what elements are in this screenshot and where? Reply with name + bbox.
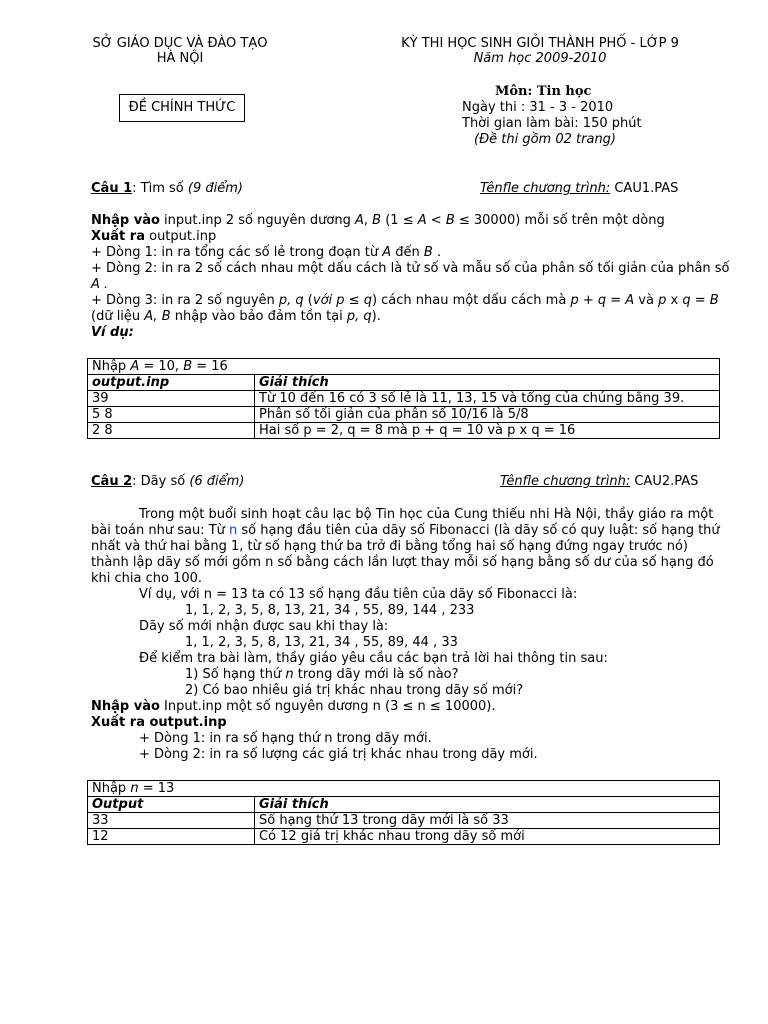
table-row bbox=[88, 423, 720, 439]
q2-output-line1: + Dòng 1: in ra số hạng thứ n trong dãy mới. bbox=[139, 731, 432, 746]
text: bài toán như sau: Từ bbox=[91, 523, 230, 538]
var-b: B bbox=[372, 213, 382, 228]
var-n: n bbox=[229, 523, 238, 538]
q2-para-line1: Trong một buổi sinh hoạt câu lạc bộ Tin học của Cung thiếu nhi Hà Nội, thầy giáo ra một bbox=[139, 507, 714, 522]
q1-line4 bbox=[91, 309, 381, 325]
q2-para-line2 bbox=[91, 523, 720, 539]
table-header-row bbox=[88, 375, 720, 391]
var-b: B bbox=[445, 213, 455, 228]
comma: , bbox=[363, 213, 373, 228]
q2-fibonacci-sequence: 1, 1, 2, 3, 5, 8, 13, 21, 34 , 55, 89, 144 , 233 bbox=[185, 603, 475, 618]
q2-para-line4: thành lập dãy số mới gồm n số bằng cách lần lượt thay mỗi số hạng bằng số dư của số hạng đó bbox=[91, 555, 714, 570]
q2-title: : Dãy số bbox=[132, 474, 190, 489]
q2-question-1 bbox=[185, 667, 459, 683]
school-year: Năm học 2009-2010 bbox=[473, 51, 607, 66]
q1-line1 bbox=[91, 245, 441, 261]
condition: với p ≤ q bbox=[312, 293, 372, 308]
official-exam-label: ĐỀ CHÍNH THỨC bbox=[128, 100, 236, 115]
q1-output-line bbox=[91, 229, 216, 245]
q2-check-line: Để kiểm tra bài làm, thầy giáo yêu cầu các bạn trả lời hai thông tin sau: bbox=[139, 651, 608, 666]
q1-example-table bbox=[87, 358, 720, 439]
text: = 16 bbox=[192, 359, 228, 374]
q2-input-label: Nhập vào bbox=[91, 699, 160, 714]
q2-output-line2: + Dòng 2: in ra số lượng các giá trị khác nhau trong dãy mới. bbox=[139, 747, 538, 762]
q1-line3 bbox=[91, 293, 719, 309]
var-pq: p, q bbox=[346, 309, 372, 324]
q1-input-text: input.inp 2 số nguyên dương bbox=[159, 213, 355, 228]
page-count-note: (Đề thi gồm 02 trang) bbox=[474, 132, 617, 147]
text: = 13 bbox=[138, 781, 175, 796]
text: ). bbox=[371, 309, 381, 324]
q1-filename bbox=[480, 181, 678, 197]
exam-title: KỲ THI HỌC SINH GIỎI THÀNH PHỐ - LỚP 9 bbox=[401, 36, 679, 51]
output-cell: 12 bbox=[88, 829, 255, 845]
table-header-row bbox=[88, 797, 720, 813]
var-p: p bbox=[658, 293, 667, 308]
var-n: n bbox=[130, 781, 139, 796]
var-n: n bbox=[285, 667, 294, 682]
q1-output-text: output.inp bbox=[144, 229, 217, 244]
var-a: A bbox=[382, 245, 392, 260]
explanation-cell: Từ 10 đến 16 có 3 số lẻ là 11, 13, 15 và tổng của chúng bằng 39. bbox=[255, 391, 720, 407]
explanation-cell: Phân số tối giản của phân số 10/16 là 5/8 bbox=[255, 407, 720, 423]
q1-label: Câu 1 bbox=[91, 181, 133, 196]
var-b: B bbox=[183, 359, 193, 374]
q1-heading bbox=[91, 181, 243, 197]
table-row bbox=[88, 359, 720, 375]
q1-line2-cont: A . bbox=[91, 277, 109, 292]
explanation-cell: Có 12 giá trị khác nhau trong dãy số mới bbox=[255, 829, 720, 845]
q1-points: (9 điểm) bbox=[187, 181, 243, 196]
q2-points: (6 điểm) bbox=[189, 474, 245, 489]
text: nhập vào bảo đảm tồn tại bbox=[170, 309, 347, 324]
var-a: A bbox=[417, 213, 427, 228]
text: 1) Số hạng thứ bbox=[185, 667, 286, 682]
table-row bbox=[88, 407, 720, 423]
explanation-cell: Hai số p = 2, q = 8 mà p + q = 10 và p x q = 16 bbox=[255, 423, 720, 439]
text: Nhập bbox=[92, 781, 131, 796]
table-row bbox=[88, 813, 720, 829]
q2-new-sequence: 1, 1, 2, 3, 5, 8, 13, 21, 34 , 55, 89, 44 , 33 bbox=[185, 635, 458, 650]
output-cell: 5 8 bbox=[88, 407, 255, 423]
var-a: A bbox=[130, 359, 140, 374]
q2-file-label: Tênfle chương trình: bbox=[500, 474, 631, 489]
table-row bbox=[88, 391, 720, 407]
column-header: Output bbox=[88, 797, 255, 813]
text: + Dòng 1: in ra tổng các số lẻ trong đoạn từ bbox=[91, 245, 383, 260]
text: số hạng đầu tiên của dãy số Fibonacci (là dãy số có quy luật: số hạng thứ bbox=[237, 523, 720, 538]
table-row bbox=[88, 829, 720, 845]
text: + Dòng 3: in ra 2 số nguyên bbox=[91, 293, 279, 308]
official-exam-box bbox=[119, 94, 245, 122]
q1-file-label: Tênfle chương trình: bbox=[480, 181, 611, 196]
var-b: B bbox=[423, 245, 433, 260]
text: . bbox=[432, 245, 442, 260]
q1-file-name: CAU1.PAS bbox=[610, 181, 679, 196]
column-header: Giải thích bbox=[255, 375, 720, 391]
exam-date: Ngày thi : 31 - 3 - 2010 bbox=[462, 100, 614, 115]
q2-file-name: CAU2.PAS bbox=[630, 474, 699, 489]
q2-new-sequence-line: Dãy số mới nhận được sau khi thay là: bbox=[139, 619, 389, 634]
var-ab: A, B bbox=[144, 309, 171, 324]
column-header: Giải thích bbox=[255, 797, 720, 813]
q2-heading bbox=[91, 474, 244, 490]
q2-input-line bbox=[91, 699, 495, 715]
department-name: SỞ GIÁO DỤC VÀ ĐÀO TẠO bbox=[92, 36, 268, 51]
q1-input-tail: ≤ 30000) mỗi số trên một dòng bbox=[454, 213, 665, 228]
column-header: output.inp bbox=[88, 375, 255, 391]
q2-label: Câu 2 bbox=[91, 474, 133, 489]
q1-line2: + Dòng 2: in ra 2 số cách nhau một dấu cách là tử số và mẫu số của phân số tối giản của phân số bbox=[91, 261, 730, 276]
equation: q = B bbox=[682, 293, 719, 308]
q1-example-label: Ví dụ: bbox=[91, 325, 134, 340]
q2-para-line5: khi chia cho 100. bbox=[91, 571, 203, 586]
q1-input-range: (1 ≤ bbox=[381, 213, 418, 228]
q1-input-line bbox=[91, 213, 665, 229]
text: (dữ liệu bbox=[91, 309, 145, 324]
subject-label: Môn: Tin học bbox=[495, 84, 592, 99]
text: Nhập bbox=[92, 359, 131, 374]
q1-table-input-cell bbox=[88, 359, 720, 375]
explanation-cell: Số hạng thứ 13 trong dãy mới là số 33 bbox=[255, 813, 720, 829]
var-pq: p, q bbox=[278, 293, 304, 308]
var-a: A bbox=[355, 213, 364, 228]
text: và bbox=[634, 293, 659, 308]
text: trong dãy mới là số nào? bbox=[293, 667, 459, 682]
output-cell: 39 bbox=[88, 391, 255, 407]
text: đến bbox=[391, 245, 424, 260]
q2-input-text: Input.inp một số nguyên dương n (3 ≤ n ≤ 10000). bbox=[159, 699, 496, 714]
q1-title: : Tìm số bbox=[132, 181, 188, 196]
text: ) cách nhau một dấu cách mà bbox=[371, 293, 571, 308]
output-cell: 2 8 bbox=[88, 423, 255, 439]
table-row bbox=[88, 781, 720, 797]
q2-table-input-cell bbox=[88, 781, 720, 797]
q2-example-table bbox=[87, 780, 720, 845]
q1-input-label: Nhập vào bbox=[91, 213, 160, 228]
exam-duration: Thời gian làm bài: 150 phút bbox=[462, 116, 642, 131]
q2-para-line3: nhất và thứ hai bằng 1, từ số hạng thứ ba trở đi bằng tổng hai số hạng đứng ngay trước nó) bbox=[91, 539, 688, 554]
q2-question-2: 2) Có bao nhiêu giá trị khác nhau trong dãy số mới? bbox=[185, 683, 524, 698]
text: = 10, bbox=[139, 359, 184, 374]
equation: p + q = A bbox=[570, 293, 635, 308]
text: ( bbox=[303, 293, 313, 308]
q2-example-line: Ví dụ, với n = 13 ta có 13 số hạng đầu tiên của dãy số Fibonacci là: bbox=[139, 587, 578, 602]
q2-filename bbox=[500, 474, 698, 490]
q1-output-label: Xuất ra bbox=[91, 229, 145, 244]
city-name: HÀ NỘI bbox=[156, 51, 204, 66]
less-than: < bbox=[426, 213, 446, 228]
q2-output-label: Xuất ra output.inp bbox=[91, 715, 227, 730]
output-cell: 33 bbox=[88, 813, 255, 829]
text: x bbox=[666, 293, 683, 308]
